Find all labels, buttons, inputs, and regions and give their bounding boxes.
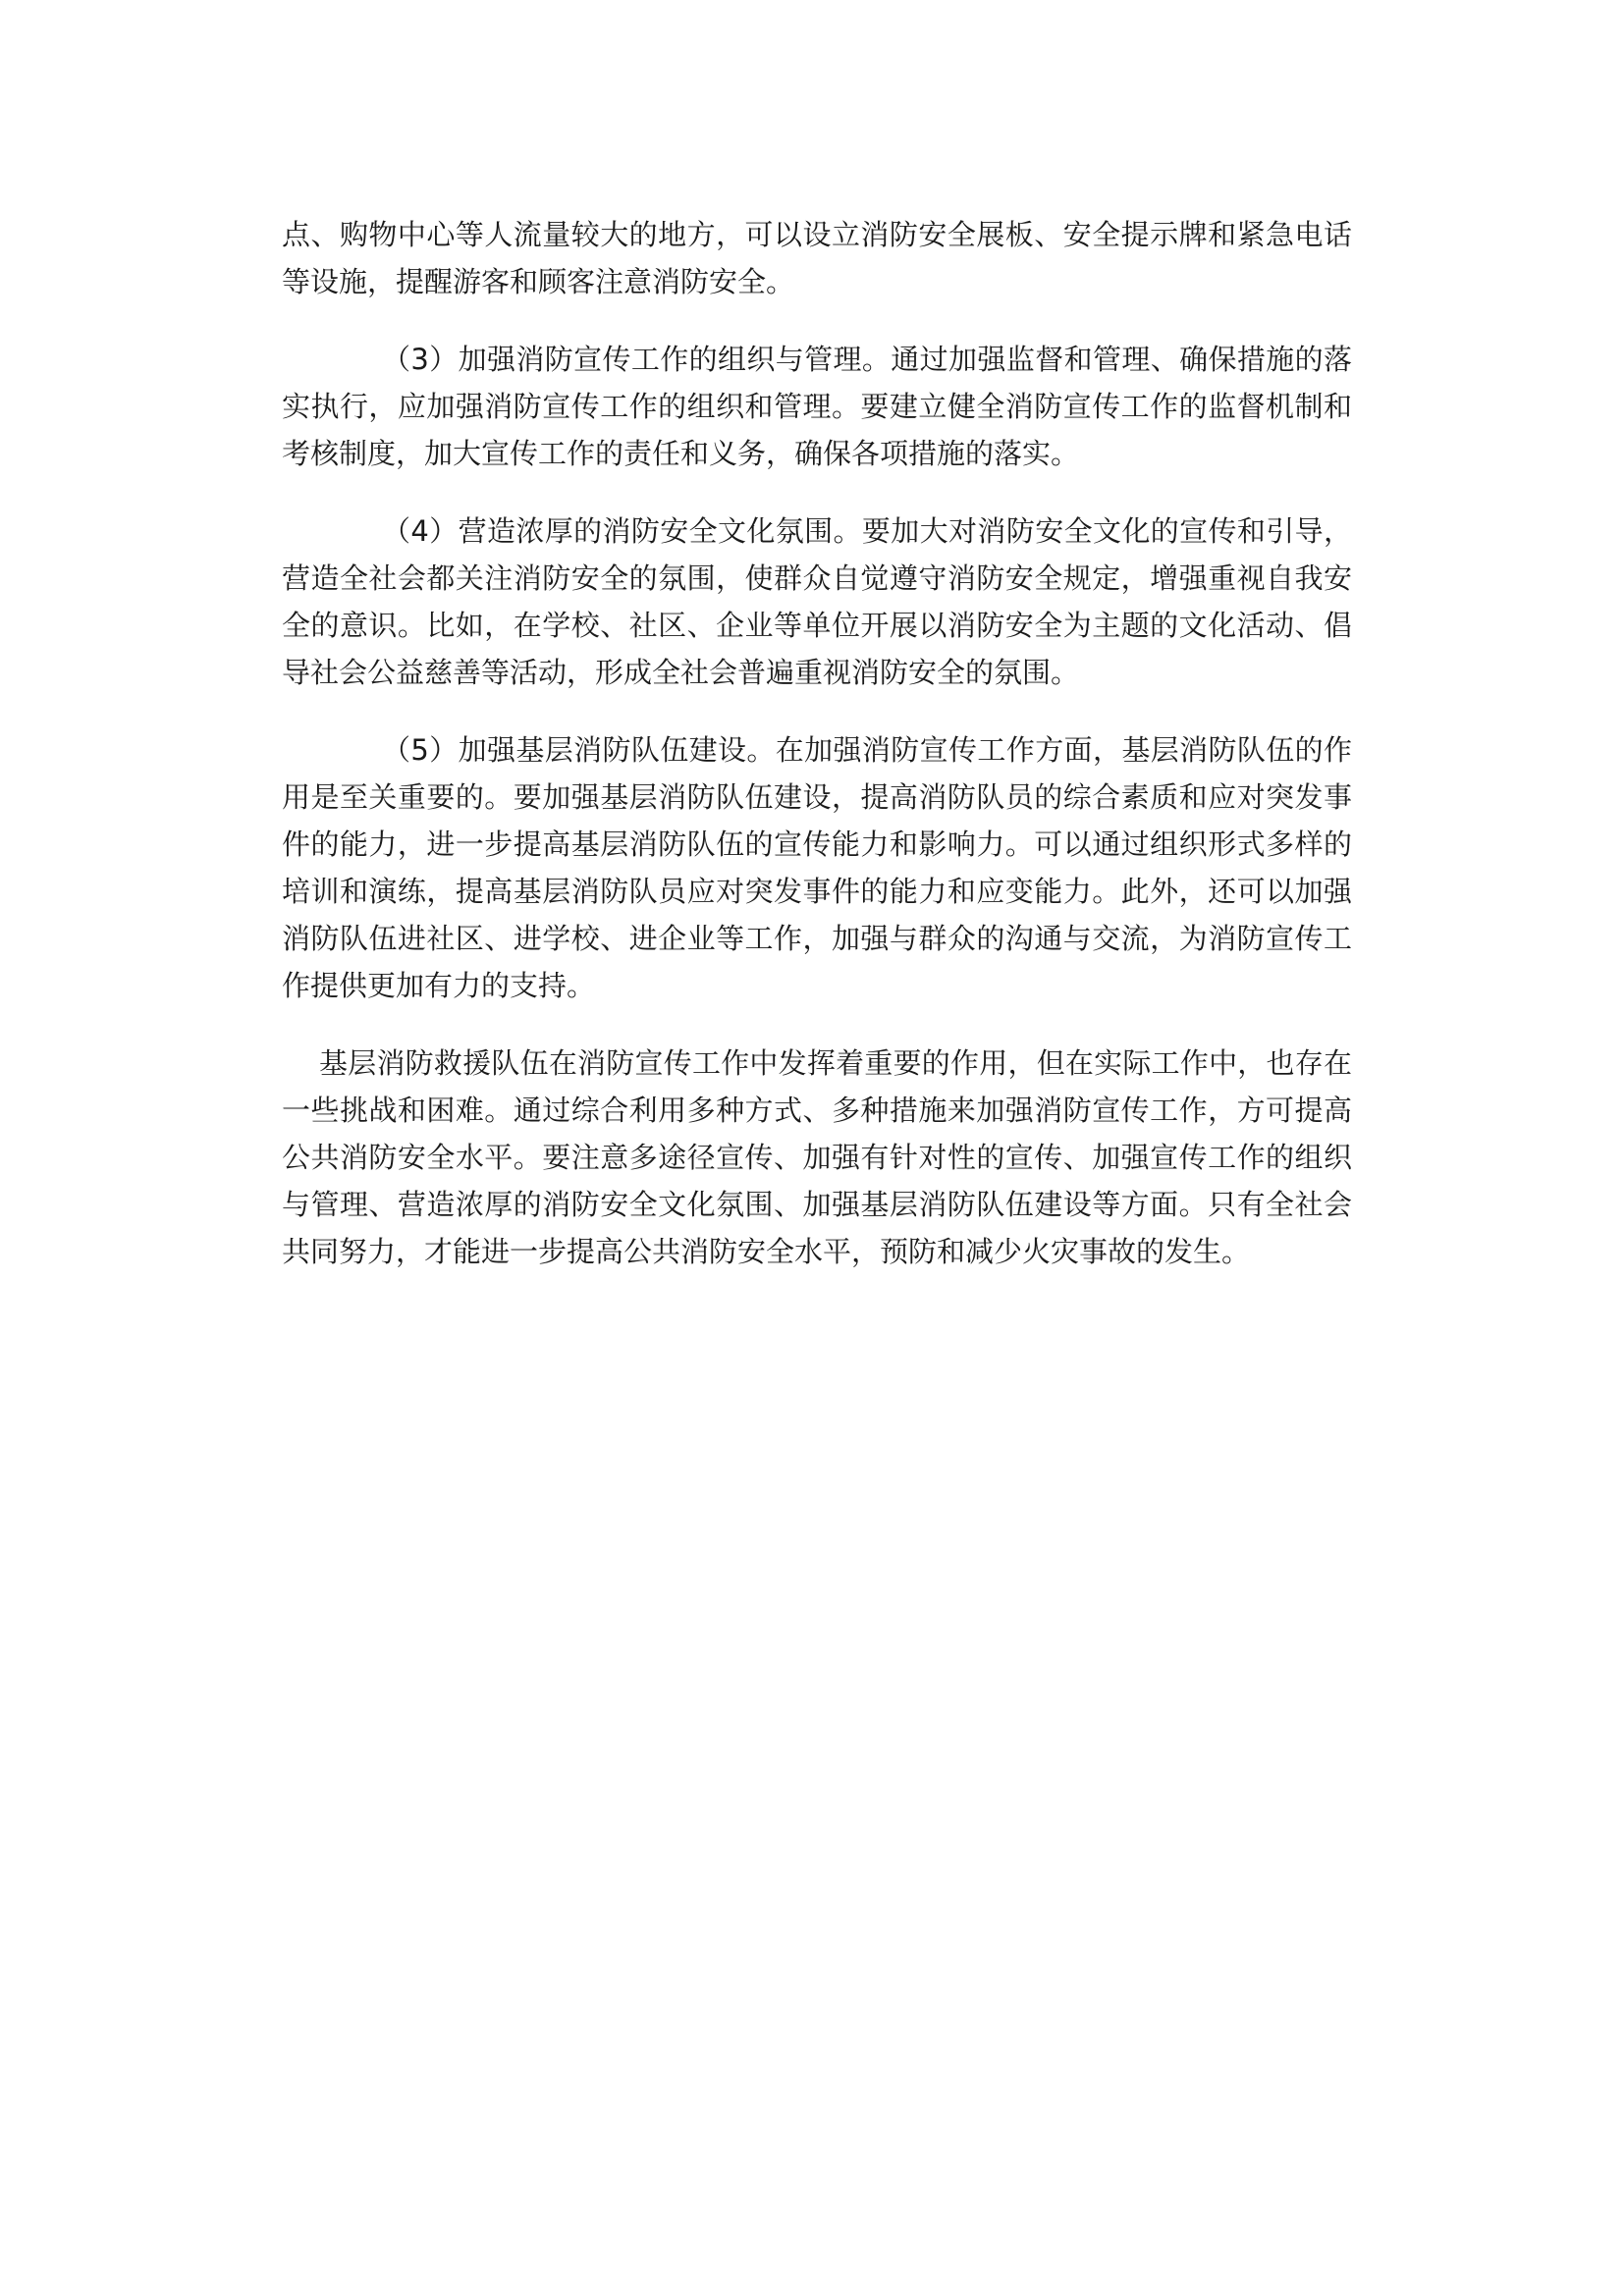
paragraph-conclusion: 基层消防救援队伍在消防宣传工作中发挥着重要的作用，但在实际工作中，也存在一些挑战和困难。通过综合利用多种方式、多种措施来加强消防宣传工作，方可提高公共消防安全水平。要注意多途径宣传、加强有针对性的宣传、加强宣传工作的组织与管理、营造浓厚的消防安全文化氛围、加强基层消防队伍建设等方面。只有全社会共同努力，才能进一步提高公共消防安全水平，预防和减少火灾事故的发生。 [282,1046,1352,1268]
paragraph-item-5: （5）加强基层消防队伍建设。在加强消防宣传工作方面，基层消防队伍的作用是至关重要的。要加强基层消防队伍建设，提高消防队员的综合素质和应对突发事件的能力，进一步提高基层消防队伍的宣传能力和影响力。可以通过组织形式多样的培训和演练，提高基层消防队员应对突发事件的能力和应变能力。此外，还可以加强消防队伍进社区、进学校、进企业等工作，加强与群众的沟通与交流，为消防宣传工作提供更加有力的支持。 [282,733,1352,1002]
paragraph-continuation: 点、购物中心等人流量较大的地方，可以设立消防安全展板、安全提示牌和紧急电话等设施，提醒游客和顾客注意消防安全。 [282,218,1352,298]
document-body [282,211,1352,1306]
paragraph-item-4: （4）营造浓厚的消防安全文化氛围。要加大对消防安全文化的宣传和引导，营造全社会都关注消防安全的氛围，使群众自觉遵守消防安全规定，增强重视自我安全的意识。比如，在学校、社区、企业等单位开展以消防安全为主题的文化活动、倡导社会公益慈善等活动，形成全社会普遍重视消防安全的氛围。 [282,514,1352,689]
paragraph-item-3: （3）加强消防宣传工作的组织与管理。通过加强监督和管理、确保措施的落实执行，应加强消防宣传工作的组织和管理。要建立健全消防宣传工作的监督机制和考核制度，加大宣传工作的责任和义务，确保各项措施的落实。 [282,343,1352,470]
